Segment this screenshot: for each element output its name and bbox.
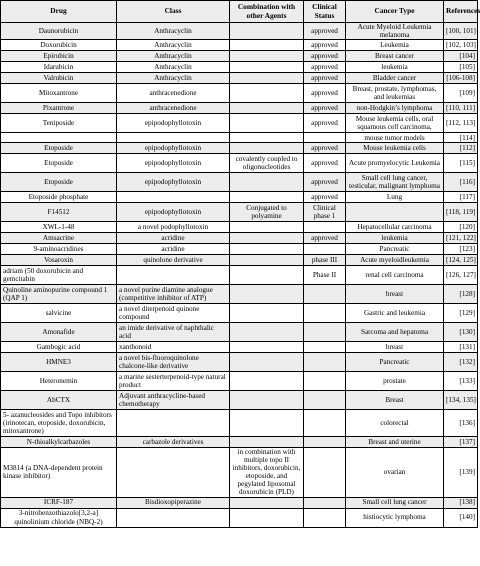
header-combination: Combination with other Agents bbox=[230, 1, 304, 23]
header-row bbox=[1, 1, 478, 23]
cell-class: a novel diterpenoid quinone compound bbox=[117, 304, 230, 323]
cell-class: epipodophyllotoxin bbox=[117, 143, 230, 154]
cell-combination bbox=[230, 391, 304, 410]
cell-status: approved bbox=[304, 192, 346, 203]
cell-combination bbox=[230, 222, 304, 233]
table-row bbox=[1, 448, 478, 497]
cell-class bbox=[117, 266, 230, 285]
cell-drug: Gambogic acid bbox=[1, 342, 117, 353]
cell-cancer-type: histiocytic lymphoma bbox=[346, 508, 444, 527]
cell-combination bbox=[230, 114, 304, 133]
cell-status bbox=[304, 448, 346, 497]
cell-drug: Amsacrine bbox=[1, 233, 117, 244]
table-row bbox=[1, 173, 478, 192]
cell-reference: [137] bbox=[444, 437, 478, 448]
cell-combination bbox=[230, 40, 304, 51]
cell-status bbox=[304, 410, 346, 437]
cell-cancer-type: Mouse leukemia cells, oral squamous cell carcinoma, bbox=[346, 114, 444, 133]
cell-class bbox=[117, 508, 230, 527]
cell-reference: [129] bbox=[444, 304, 478, 323]
cell-reference: [124, 125] bbox=[444, 255, 478, 266]
cell-class bbox=[117, 448, 230, 497]
cell-drug: M3814 (a DNA-dependent protein kinase inhibitor) bbox=[1, 448, 117, 497]
cell-reference: [126, 127] bbox=[444, 266, 478, 285]
cell-reference: [112, 113] bbox=[444, 114, 478, 133]
table-row bbox=[1, 192, 478, 203]
cell-combination bbox=[230, 508, 304, 527]
cell-status bbox=[304, 437, 346, 448]
cell-class: Adjuvant anthracycline-based chemotherapy bbox=[117, 391, 230, 410]
cell-reference: [134, 135] bbox=[444, 391, 478, 410]
cell-reference: [116] bbox=[444, 173, 478, 192]
cell-reference: [112] bbox=[444, 143, 478, 154]
cell-reference: [140] bbox=[444, 508, 478, 527]
cell-class: epipodophyllotoxin bbox=[117, 114, 230, 133]
table-row bbox=[1, 497, 478, 508]
table-row bbox=[1, 222, 478, 233]
table-row bbox=[1, 73, 478, 84]
cell-combination bbox=[230, 233, 304, 244]
cell-reference: [138] bbox=[444, 497, 478, 508]
cell-cancer-type: Gastric and leukemia bbox=[346, 304, 444, 323]
cell-cancer-type: colorectal bbox=[346, 410, 444, 437]
table-row bbox=[1, 23, 478, 40]
cell-drug: Heteronemin bbox=[1, 372, 117, 391]
header-class: Class bbox=[117, 1, 230, 23]
cell-status: Phase II bbox=[304, 266, 346, 285]
cell-combination bbox=[230, 342, 304, 353]
cell-combination bbox=[230, 23, 304, 40]
cell-class: quinolone derivative bbox=[117, 255, 230, 266]
cell-status bbox=[304, 222, 346, 233]
cell-status bbox=[304, 342, 346, 353]
table-row bbox=[1, 114, 478, 133]
cell-drug: 5- azanucleosides and Topo inhibitors (irinotecan, etoposide, doxorubicin, mitoxantrone) bbox=[1, 410, 117, 437]
cell-combination bbox=[230, 304, 304, 323]
cell-status: approved bbox=[304, 84, 346, 103]
table-row bbox=[1, 353, 478, 372]
header-clinical-status: Clinical Status bbox=[304, 1, 346, 23]
cell-status: approved bbox=[304, 51, 346, 62]
cell-status: phase III bbox=[304, 255, 346, 266]
cell-class: Bisdioxopiperazine bbox=[117, 497, 230, 508]
cell-status bbox=[304, 391, 346, 410]
cell-reference: [130] bbox=[444, 323, 478, 342]
cell-status: approved bbox=[304, 73, 346, 84]
cell-class: a novel purine diamine analogue (competitive inhibitor of ATP) bbox=[117, 285, 230, 304]
cell-drug: Mitoxantrone bbox=[1, 84, 117, 103]
cell-reference: [109] bbox=[444, 84, 478, 103]
cell-drug: Vosaroxin bbox=[1, 255, 117, 266]
cell-reference: [117] bbox=[444, 192, 478, 203]
cell-combination bbox=[230, 103, 304, 114]
cell-status bbox=[304, 244, 346, 255]
table-row bbox=[1, 133, 478, 143]
cell-drug: 3-nitrobenzothiazolo[3,2-a] quinolinium chloride (NBQ-2) bbox=[1, 508, 117, 527]
cell-status bbox=[304, 304, 346, 323]
cell-cancer-type: Lung bbox=[346, 192, 444, 203]
cell-combination bbox=[230, 192, 304, 203]
table-row bbox=[1, 304, 478, 323]
cell-status: approved bbox=[304, 173, 346, 192]
cell-drug: Valrubicin bbox=[1, 73, 117, 84]
cell-class bbox=[117, 133, 230, 143]
cell-combination bbox=[230, 73, 304, 84]
cell-drug: Etoposide bbox=[1, 143, 117, 154]
cell-class: epipodophyllotoxin bbox=[117, 173, 230, 192]
cell-cancer-type: breast bbox=[346, 342, 444, 353]
cell-drug: F14512 bbox=[1, 203, 117, 222]
table-row bbox=[1, 437, 478, 448]
cell-cancer-type: Mouse leukemia cells bbox=[346, 143, 444, 154]
cell-combination bbox=[230, 244, 304, 255]
table-row bbox=[1, 40, 478, 51]
cell-cancer-type: Acute Myeloid Leukemia melanoma bbox=[346, 23, 444, 40]
cell-status: approved bbox=[304, 103, 346, 114]
cell-drug: salvicine bbox=[1, 304, 117, 323]
cell-drug: N-thioalkylcarbazoles bbox=[1, 437, 117, 448]
cell-class: anthracenedione bbox=[117, 103, 230, 114]
cell-class: Anthracyclin bbox=[117, 51, 230, 62]
cell-class: a marine sesterterpenoid-type natural product bbox=[117, 372, 230, 391]
cell-class: a novel bis-fluoroquinolone chalcone-like derivative bbox=[117, 353, 230, 372]
cell-drug: Doxorubicin bbox=[1, 40, 117, 51]
cell-class: acridine bbox=[117, 233, 230, 244]
cell-combination bbox=[230, 497, 304, 508]
cell-class: epipodophyllotoxin bbox=[117, 203, 230, 222]
table-row bbox=[1, 342, 478, 353]
cell-class: Anthracyclin bbox=[117, 62, 230, 73]
cell-status: approved bbox=[304, 62, 346, 73]
header-drug: Drug bbox=[1, 1, 117, 23]
cell-status: approved bbox=[304, 154, 346, 173]
table-row bbox=[1, 203, 478, 222]
cell-class: an imide derivative of naphthalic acid bbox=[117, 323, 230, 342]
cell-cancer-type: Breast cancer bbox=[346, 51, 444, 62]
table-row bbox=[1, 255, 478, 266]
cell-drug: 9-aminoacridines bbox=[1, 244, 117, 255]
cell-reference: [100, 101] bbox=[444, 23, 478, 40]
cell-status: approved bbox=[304, 23, 346, 40]
cell-cancer-type: mouse tumor models bbox=[346, 133, 444, 143]
cell-cancer-type: prostate bbox=[346, 372, 444, 391]
cell-drug: Etoposide bbox=[1, 154, 117, 173]
cell-reference: [123] bbox=[444, 244, 478, 255]
cell-reference: [115] bbox=[444, 154, 478, 173]
table-row bbox=[1, 103, 478, 114]
cell-reference: [139] bbox=[444, 448, 478, 497]
table-row bbox=[1, 233, 478, 244]
cell-status: approved bbox=[304, 233, 346, 244]
cell-combination bbox=[230, 143, 304, 154]
cell-reference: [106-108] bbox=[444, 73, 478, 84]
table-row bbox=[1, 372, 478, 391]
cell-status bbox=[304, 353, 346, 372]
cell-status bbox=[304, 323, 346, 342]
cell-drug bbox=[1, 133, 117, 143]
cell-reference: [110, 111] bbox=[444, 103, 478, 114]
cell-class bbox=[117, 410, 230, 437]
cell-reference: [105] bbox=[444, 62, 478, 73]
cell-drug: ICRF-187 bbox=[1, 497, 117, 508]
cell-reference: [104] bbox=[444, 51, 478, 62]
cell-class: Anthracyclin bbox=[117, 40, 230, 51]
cell-class: anthracenedione bbox=[117, 84, 230, 103]
cell-status bbox=[304, 372, 346, 391]
cell-cancer-type: Pancreatic bbox=[346, 244, 444, 255]
cell-combination bbox=[230, 173, 304, 192]
cell-combination bbox=[230, 353, 304, 372]
table-row bbox=[1, 266, 478, 285]
cell-combination bbox=[230, 437, 304, 448]
cell-combination bbox=[230, 133, 304, 143]
cell-drug: AbCTX bbox=[1, 391, 117, 410]
cell-class bbox=[117, 192, 230, 203]
cell-cancer-type: non-Hodgkin’s lymphoma bbox=[346, 103, 444, 114]
cell-cancer-type: Small cell lung cancer bbox=[346, 497, 444, 508]
cell-cancer-type: ovarian bbox=[346, 448, 444, 497]
cell-reference: [121, 122] bbox=[444, 233, 478, 244]
table-row bbox=[1, 391, 478, 410]
cell-drug: Idarubicin bbox=[1, 62, 117, 73]
cell-cancer-type: leukemia bbox=[346, 233, 444, 244]
cell-reference: [131] bbox=[444, 342, 478, 353]
header-cancer-type: Cancer Type bbox=[346, 1, 444, 23]
cell-status bbox=[304, 285, 346, 304]
cell-cancer-type: Pancreatic bbox=[346, 353, 444, 372]
table-row bbox=[1, 62, 478, 73]
cell-class: carbazole derivatives bbox=[117, 437, 230, 448]
cell-reference: [102, 103] bbox=[444, 40, 478, 51]
cell-class: acridine bbox=[117, 244, 230, 255]
cell-cancer-type: Hepatocellular carcinoma bbox=[346, 222, 444, 233]
cell-combination bbox=[230, 372, 304, 391]
cell-reference: [114] bbox=[444, 133, 478, 143]
cell-combination: Conjugated to polyamine bbox=[230, 203, 304, 222]
cell-reference: [132] bbox=[444, 353, 478, 372]
cell-reference: [136] bbox=[444, 410, 478, 437]
cell-combination: covalently coupled to oligonucleotides bbox=[230, 154, 304, 173]
cell-drug: Quinoline aminopurine compound 1 (QAP 1) bbox=[1, 285, 117, 304]
cell-combination bbox=[230, 51, 304, 62]
cell-class: epipodophyllotoxin bbox=[117, 154, 230, 173]
cell-cancer-type: Breast, prostate, lymphomas, and leukemias bbox=[346, 84, 444, 103]
table-row bbox=[1, 410, 478, 437]
table-row bbox=[1, 143, 478, 154]
cell-drug: Pixantrone bbox=[1, 103, 117, 114]
cell-reference: [118, 119] bbox=[444, 203, 478, 222]
table-row bbox=[1, 323, 478, 342]
cell-cancer-type: Acute promyelocytic Leukemia bbox=[346, 154, 444, 173]
cell-drug: Amonafide bbox=[1, 323, 117, 342]
cell-combination bbox=[230, 410, 304, 437]
table-row bbox=[1, 508, 478, 527]
cell-combination bbox=[230, 255, 304, 266]
cell-cancer-type: Breast bbox=[346, 391, 444, 410]
cell-combination bbox=[230, 62, 304, 73]
table-row bbox=[1, 154, 478, 173]
cell-combination bbox=[230, 323, 304, 342]
cell-reference: [128] bbox=[444, 285, 478, 304]
cell-cancer-type: Acute myeloidleukemia bbox=[346, 255, 444, 266]
cell-reference: [120] bbox=[444, 222, 478, 233]
cell-status bbox=[304, 508, 346, 527]
header-references: References bbox=[444, 1, 478, 23]
cell-cancer-type: breast bbox=[346, 285, 444, 304]
cell-status: approved bbox=[304, 40, 346, 51]
cell-status: Clinical phase 1 bbox=[304, 203, 346, 222]
cell-combination bbox=[230, 84, 304, 103]
cell-cancer-type: leukemia bbox=[346, 62, 444, 73]
cell-cancer-type bbox=[346, 203, 444, 222]
cell-reference: [133] bbox=[444, 372, 478, 391]
cell-cancer-type: renal cell carcinoma bbox=[346, 266, 444, 285]
cell-status: approved bbox=[304, 143, 346, 154]
cell-cancer-type: Small cell lung cancer, testicular, malignant lymphoma bbox=[346, 173, 444, 192]
table-row bbox=[1, 51, 478, 62]
cell-combination: in combination with multiple topo II inhibitors, doxorubicin, etoposide, and pegylated liposomal doxorubicin (PLD) bbox=[230, 448, 304, 497]
table-body bbox=[1, 23, 478, 528]
cell-drug: Daunorubicin bbox=[1, 23, 117, 40]
cell-drug: Etoposide bbox=[1, 173, 117, 192]
cell-drug: Epirubicin bbox=[1, 51, 117, 62]
cell-cancer-type: Leukemia bbox=[346, 40, 444, 51]
cell-status bbox=[304, 497, 346, 508]
table-row bbox=[1, 84, 478, 103]
cell-status bbox=[304, 133, 346, 143]
cell-cancer-type: Bladder cancer bbox=[346, 73, 444, 84]
cell-drug: Teniposide bbox=[1, 114, 117, 133]
cell-class: xanthonoid bbox=[117, 342, 230, 353]
cell-class: Anthracyclin bbox=[117, 73, 230, 84]
cell-drug: HMNE3 bbox=[1, 353, 117, 372]
table-row bbox=[1, 285, 478, 304]
cell-cancer-type: Sarcoma and hepatoma bbox=[346, 323, 444, 342]
cell-drug: XWL-1-48 bbox=[1, 222, 117, 233]
cell-cancer-type: Breast and uterine bbox=[346, 437, 444, 448]
cell-class: Anthracyclin bbox=[117, 23, 230, 40]
cell-combination bbox=[230, 285, 304, 304]
table-row bbox=[1, 244, 478, 255]
cell-class: a novel podophyllotoxin bbox=[117, 222, 230, 233]
cell-drug: Etoposide phosphate bbox=[1, 192, 117, 203]
cell-combination bbox=[230, 266, 304, 285]
cell-status: approved bbox=[304, 114, 346, 133]
cell-drug: adriam (50 doxorubicin and gemcitabin bbox=[1, 266, 117, 285]
